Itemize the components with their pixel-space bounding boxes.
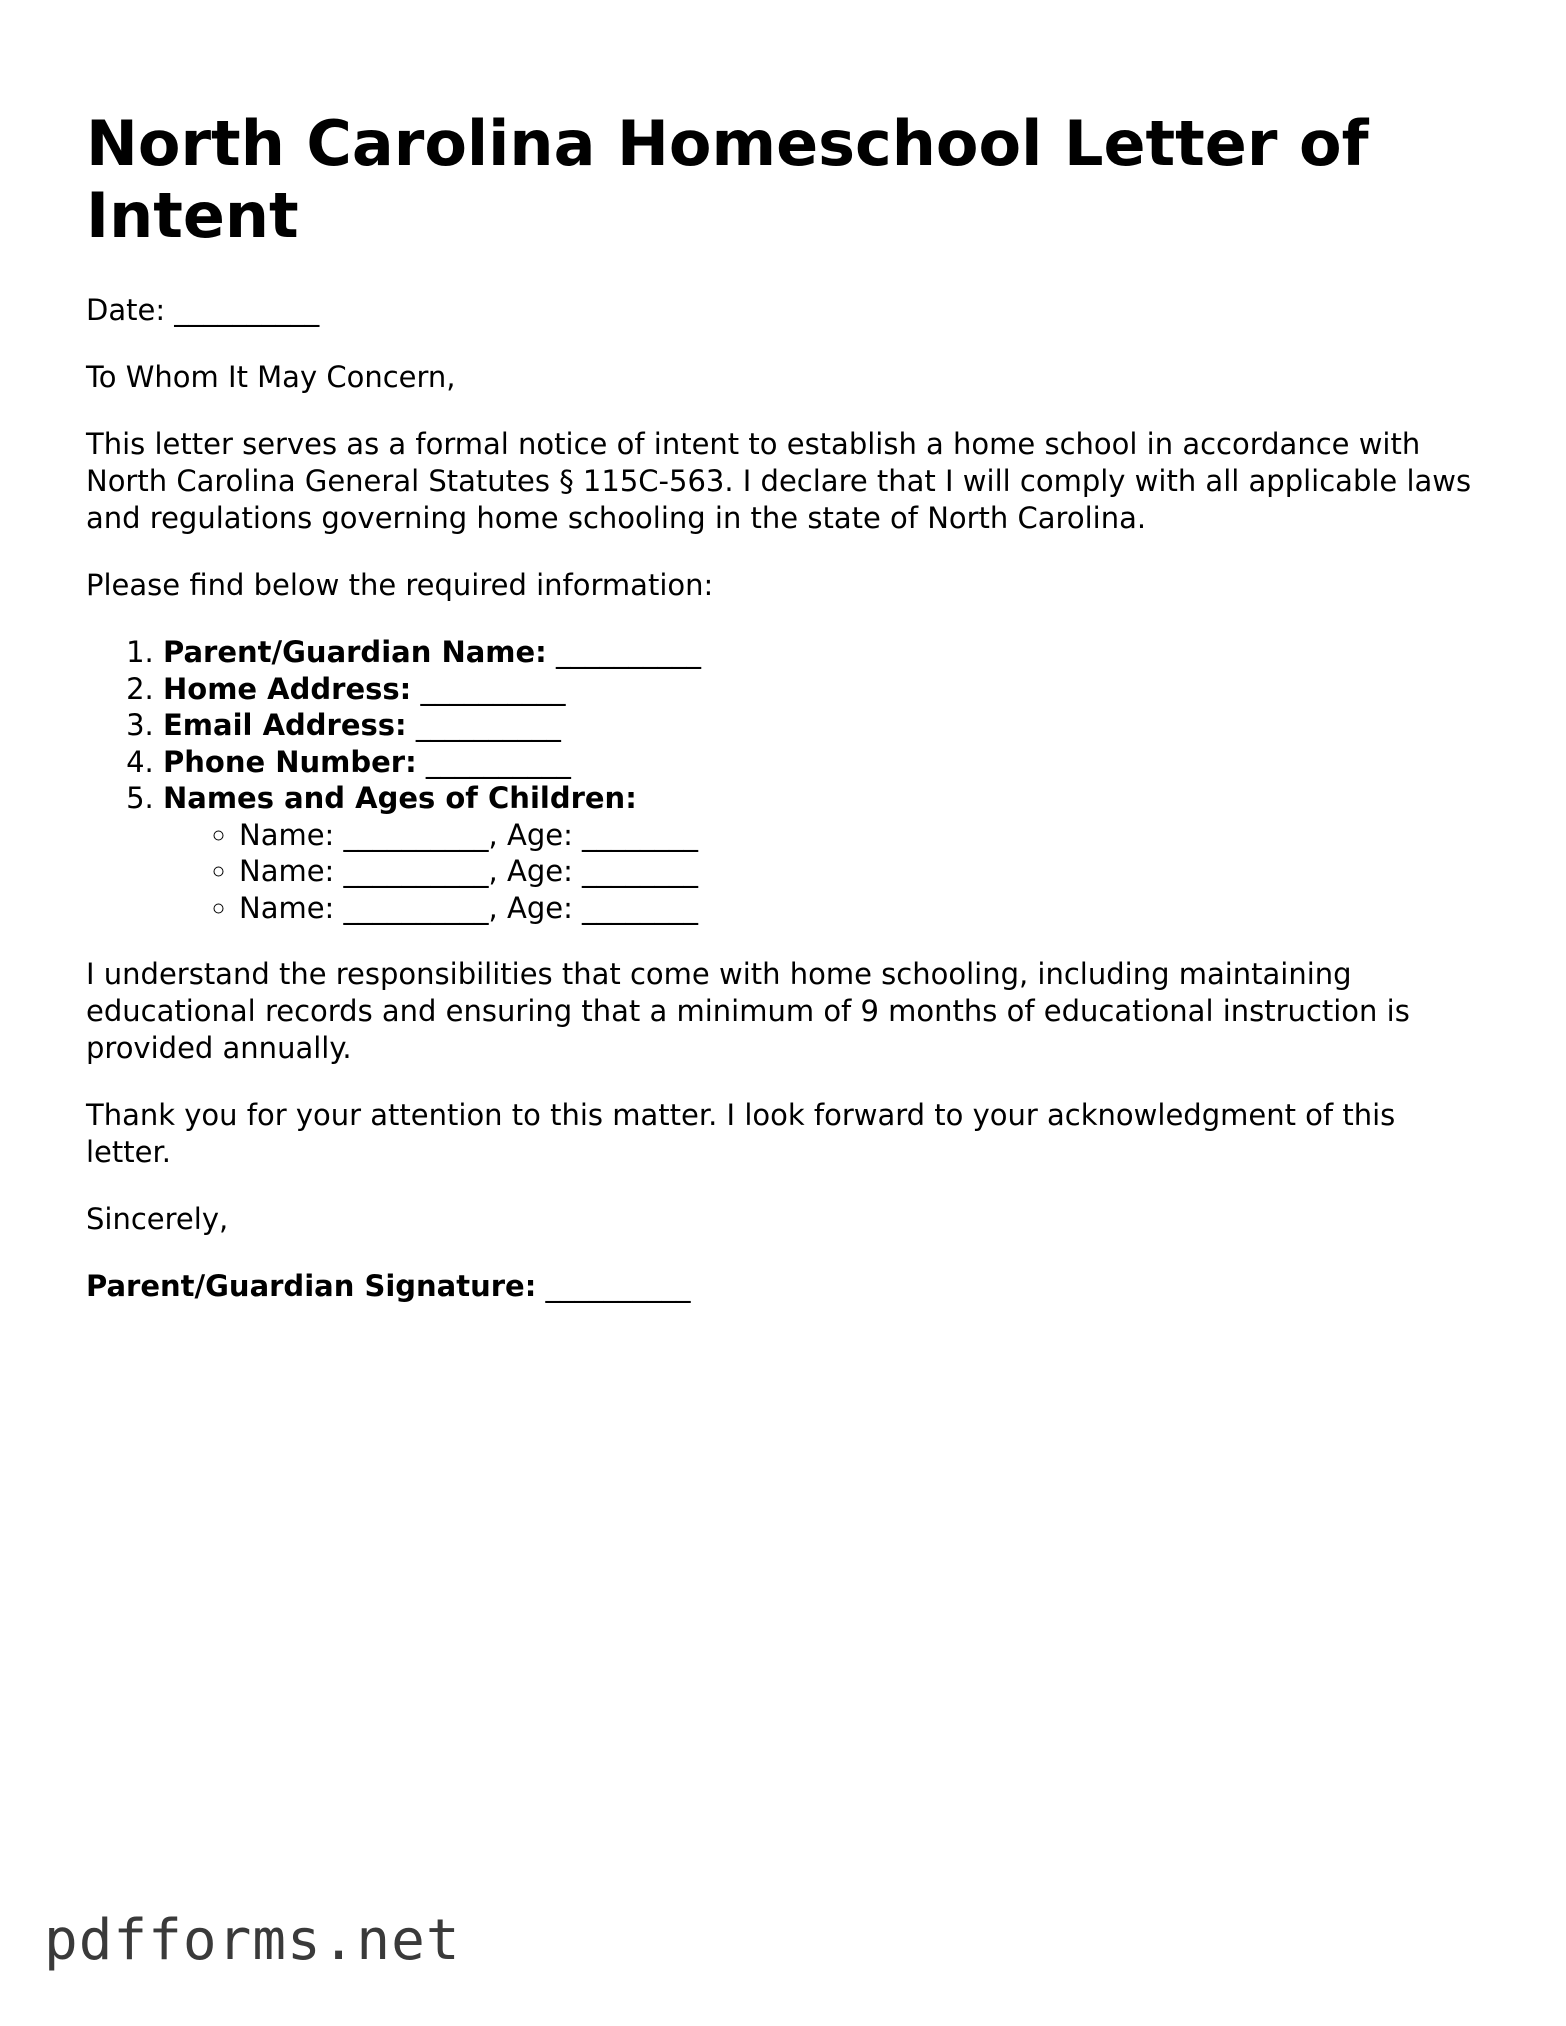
field-blank: __________ <box>406 708 561 742</box>
field-parent-name <box>163 634 1486 671</box>
watermark: pdfforms.net <box>44 1908 461 1973</box>
info-prompt: Please find below the required information: <box>86 568 714 602</box>
signature-line <box>86 1268 1486 1305</box>
child-entry: ◦ Name: __________, Age: ________ <box>239 817 1486 854</box>
date-line: Date: __________ <box>86 293 320 327</box>
field-home-address <box>163 671 1486 708</box>
closing: Sincerely, <box>86 1202 229 1236</box>
responsibilities-paragraph: I understand the responsibilities that come with home schooling, including maintaining educational records and ensuring that a minimum of 9 months of educational instruction is provided annually. <box>86 957 1410 1065</box>
field-label: Parent/Guardian Name: <box>163 635 547 669</box>
field-label: Phone Number: <box>163 744 417 779</box>
field-children <box>163 780 1486 926</box>
thanks-paragraph: Thank you for your attention to this matter. I look forward to your acknowledgment of this letter. <box>86 1098 1396 1169</box>
field-email-address <box>163 707 1486 744</box>
children-list <box>163 817 1486 927</box>
field-blank: __________ <box>546 635 701 669</box>
field-blank: __________ <box>411 671 566 706</box>
field-label: Home Address: <box>163 671 412 706</box>
child-entry: ◦ Name: __________, Age: ________ <box>239 890 1486 927</box>
field-blank: __________ <box>416 744 571 779</box>
field-label: Email Address: <box>163 708 407 742</box>
field-label: Names and Ages of Children: <box>163 781 637 815</box>
document-title: North Carolina Homeschool Letter of Intent <box>86 107 1369 252</box>
letter-page <box>86 108 1486 1335</box>
signature-label: Parent/Guardian Signature: <box>86 1269 537 1303</box>
required-info-list <box>86 634 1486 926</box>
intro-paragraph: This letter serves as a formal notice of intent to establish a home school in accordance with North Carolina General Statutes § 115C-563. I declare that I will comply with all applicable laws and regulations governing home schooling in the state of North Carolina. <box>86 427 1472 535</box>
child-entry: ◦ Name: __________, Age: ________ <box>239 853 1486 890</box>
salutation: To Whom It May Concern, <box>86 360 456 394</box>
field-phone-number <box>163 744 1486 781</box>
signature-blank: __________ <box>536 1269 691 1303</box>
